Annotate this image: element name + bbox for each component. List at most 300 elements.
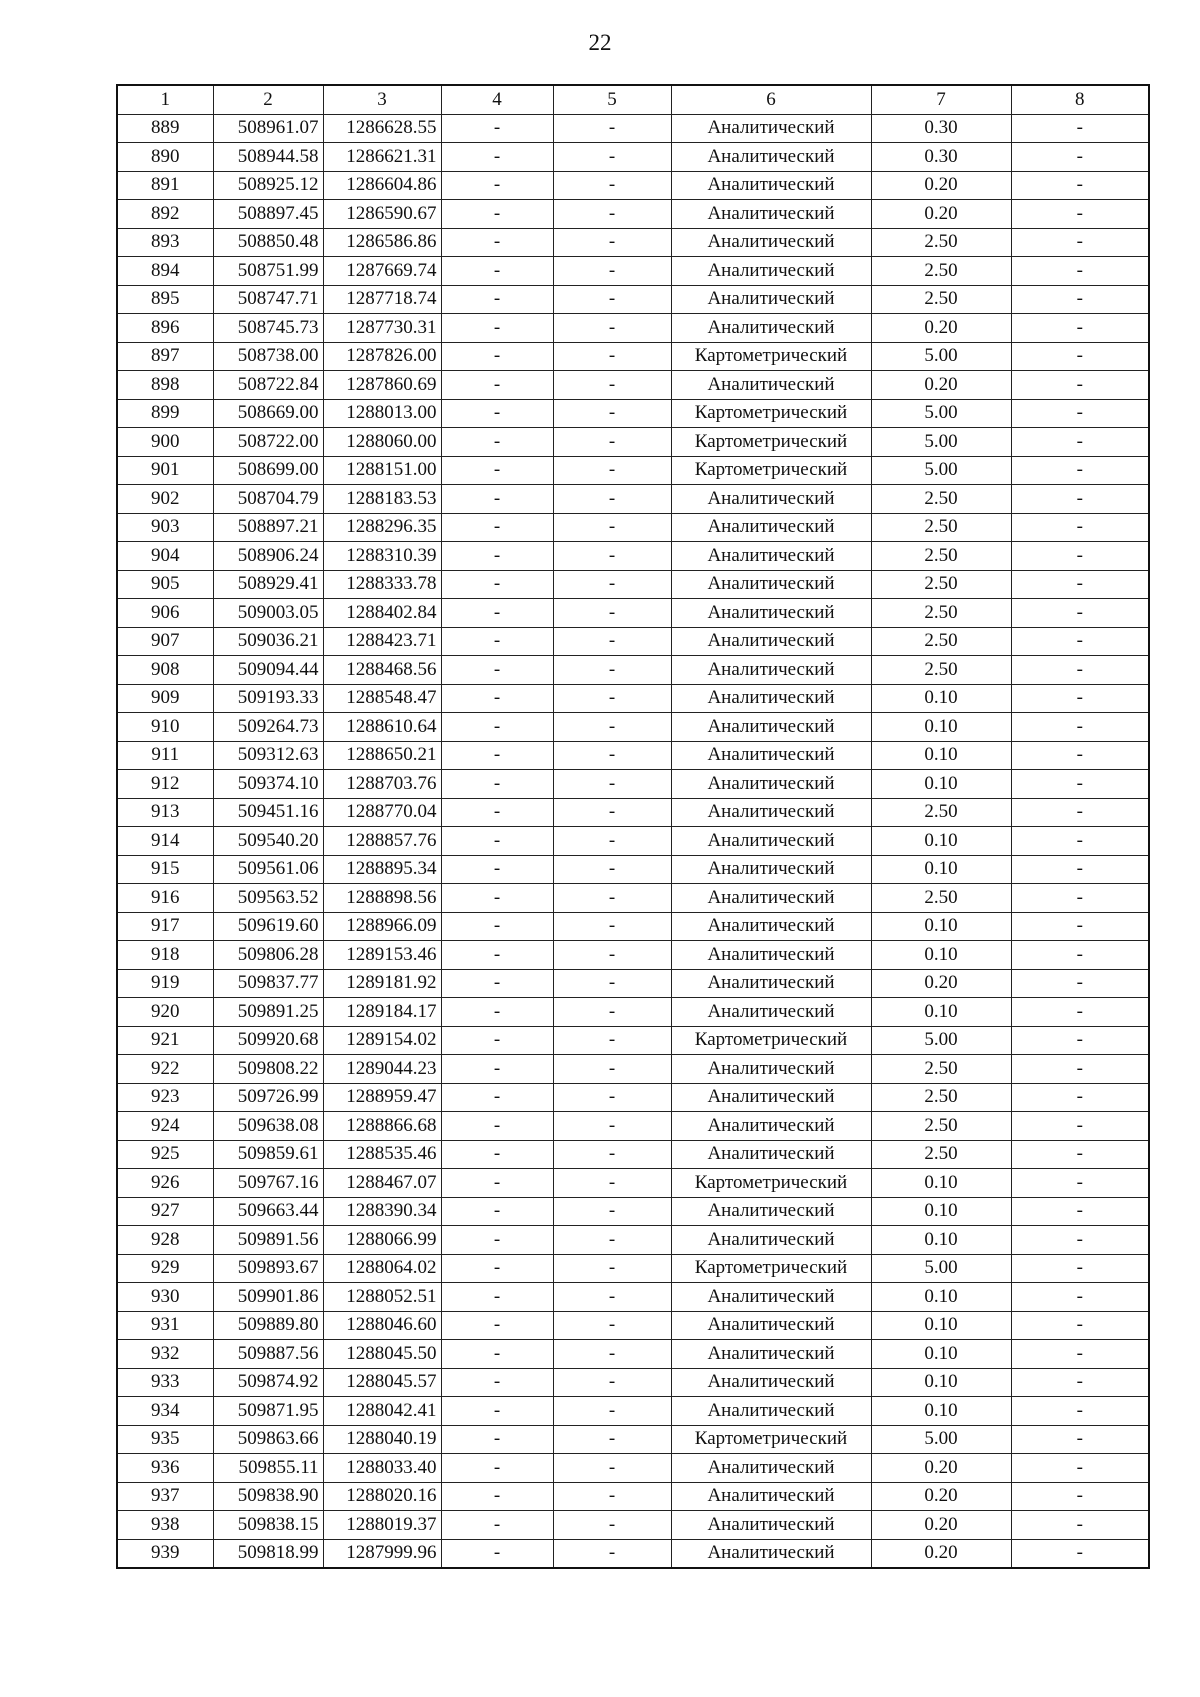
y-coordinate-cell: 1288468.56 <box>323 656 441 685</box>
method-cell: Аналитический <box>671 1055 871 1084</box>
x-coordinate-cell: 509264.73 <box>213 713 323 742</box>
table-row <box>117 713 1149 742</box>
point-number-cell: 919 <box>117 969 213 998</box>
y-coordinate-cell: 1289184.17 <box>323 998 441 1027</box>
y-coordinate-cell: 1288610.64 <box>323 713 441 742</box>
column-header: 2 <box>213 85 323 114</box>
table-row <box>117 1112 1149 1141</box>
table-row <box>117 1140 1149 1169</box>
col8-cell: - <box>1011 542 1149 571</box>
x-coordinate-cell: 509619.60 <box>213 912 323 941</box>
col4-cell: - <box>441 314 553 343</box>
col4-cell: - <box>441 371 553 400</box>
x-coordinate-cell: 509838.90 <box>213 1482 323 1511</box>
x-coordinate-cell: 508704.79 <box>213 485 323 514</box>
point-number-cell: 892 <box>117 200 213 229</box>
col4-cell: - <box>441 428 553 457</box>
col5-cell: - <box>553 627 671 656</box>
accuracy-cell: 5.00 <box>871 342 1011 371</box>
col4-cell: - <box>441 798 553 827</box>
table-row <box>117 485 1149 514</box>
col5-cell: - <box>553 1197 671 1226</box>
col4-cell: - <box>441 1311 553 1340</box>
method-cell: Аналитический <box>671 114 871 143</box>
col4-cell: - <box>441 228 553 257</box>
accuracy-cell: 2.50 <box>871 513 1011 542</box>
point-number-cell: 894 <box>117 257 213 286</box>
method-cell: Аналитический <box>671 1083 871 1112</box>
col8-cell: - <box>1011 228 1149 257</box>
method-cell: Картометрический <box>671 428 871 457</box>
table-row <box>117 1226 1149 1255</box>
col8-cell: - <box>1011 1397 1149 1426</box>
accuracy-cell: 0.20 <box>871 1454 1011 1483</box>
y-coordinate-cell: 1288052.51 <box>323 1283 441 1312</box>
accuracy-cell: 5.00 <box>871 428 1011 457</box>
column-header: 6 <box>671 85 871 114</box>
accuracy-cell: 2.50 <box>871 656 1011 685</box>
col5-cell: - <box>553 143 671 172</box>
y-coordinate-cell: 1288042.41 <box>323 1397 441 1426</box>
y-coordinate-cell: 1288898.56 <box>323 884 441 913</box>
x-coordinate-cell: 509540.20 <box>213 827 323 856</box>
x-coordinate-cell: 509663.44 <box>213 1197 323 1226</box>
col4-cell: - <box>441 456 553 485</box>
col5-cell: - <box>553 1226 671 1255</box>
table-row <box>117 228 1149 257</box>
col4-cell: - <box>441 399 553 428</box>
method-cell: Аналитический <box>671 1511 871 1540</box>
point-number-cell: 896 <box>117 314 213 343</box>
point-number-cell: 914 <box>117 827 213 856</box>
col8-cell: - <box>1011 200 1149 229</box>
point-number-cell: 909 <box>117 684 213 713</box>
col4-cell: - <box>441 855 553 884</box>
x-coordinate-cell: 509003.05 <box>213 599 323 628</box>
y-coordinate-cell: 1288013.00 <box>323 399 441 428</box>
method-cell: Аналитический <box>671 513 871 542</box>
table-row <box>117 428 1149 457</box>
method-cell: Аналитический <box>671 969 871 998</box>
accuracy-cell: 0.10 <box>871 1397 1011 1426</box>
accuracy-cell: 2.50 <box>871 884 1011 913</box>
col5-cell: - <box>553 371 671 400</box>
accuracy-cell: 2.50 <box>871 798 1011 827</box>
y-coordinate-cell: 1286628.55 <box>323 114 441 143</box>
accuracy-cell: 0.10 <box>871 684 1011 713</box>
point-number-cell: 932 <box>117 1340 213 1369</box>
table-row <box>117 513 1149 542</box>
y-coordinate-cell: 1286604.86 <box>323 171 441 200</box>
column-header: 7 <box>871 85 1011 114</box>
table-row <box>117 1539 1149 1568</box>
col5-cell: - <box>553 1026 671 1055</box>
col5-cell: - <box>553 542 671 571</box>
method-cell: Аналитический <box>671 1140 871 1169</box>
col8-cell: - <box>1011 1454 1149 1483</box>
col4-cell: - <box>441 998 553 1027</box>
y-coordinate-cell: 1288064.02 <box>323 1254 441 1283</box>
accuracy-cell: 0.10 <box>871 1197 1011 1226</box>
point-number-cell: 918 <box>117 941 213 970</box>
col8-cell: - <box>1011 1311 1149 1340</box>
col8-cell: - <box>1011 1539 1149 1568</box>
y-coordinate-cell: 1288045.50 <box>323 1340 441 1369</box>
col8-cell: - <box>1011 912 1149 941</box>
y-coordinate-cell: 1287730.31 <box>323 314 441 343</box>
column-header: 8 <box>1011 85 1149 114</box>
x-coordinate-cell: 508738.00 <box>213 342 323 371</box>
accuracy-cell: 0.10 <box>871 713 1011 742</box>
y-coordinate-cell: 1288966.09 <box>323 912 441 941</box>
accuracy-cell: 5.00 <box>871 1254 1011 1283</box>
accuracy-cell: 0.10 <box>871 998 1011 1027</box>
point-number-cell: 922 <box>117 1055 213 1084</box>
point-number-cell: 934 <box>117 1397 213 1426</box>
col4-cell: - <box>441 342 553 371</box>
col4-cell: - <box>441 1112 553 1141</box>
table-row <box>117 456 1149 485</box>
x-coordinate-cell: 509855.11 <box>213 1454 323 1483</box>
y-coordinate-cell: 1288020.16 <box>323 1482 441 1511</box>
col4-cell: - <box>441 1482 553 1511</box>
y-coordinate-cell: 1288060.00 <box>323 428 441 457</box>
method-cell: Аналитический <box>671 570 871 599</box>
point-number-cell: 891 <box>117 171 213 200</box>
table-row <box>117 1454 1149 1483</box>
col5-cell: - <box>553 855 671 884</box>
col5-cell: - <box>553 941 671 970</box>
col8-cell: - <box>1011 998 1149 1027</box>
accuracy-cell: 0.10 <box>871 741 1011 770</box>
col5-cell: - <box>553 770 671 799</box>
col8-cell: - <box>1011 314 1149 343</box>
table-row <box>117 285 1149 314</box>
point-number-cell: 937 <box>117 1482 213 1511</box>
method-cell: Аналитический <box>671 827 871 856</box>
x-coordinate-cell: 508906.24 <box>213 542 323 571</box>
col5-cell: - <box>553 1482 671 1511</box>
x-coordinate-cell: 508897.21 <box>213 513 323 542</box>
accuracy-cell: 2.50 <box>871 599 1011 628</box>
y-coordinate-cell: 1288402.84 <box>323 599 441 628</box>
col8-cell: - <box>1011 114 1149 143</box>
y-coordinate-cell: 1287718.74 <box>323 285 441 314</box>
point-number-cell: 923 <box>117 1083 213 1112</box>
table-row <box>117 912 1149 941</box>
x-coordinate-cell: 508745.73 <box>213 314 323 343</box>
accuracy-cell: 2.50 <box>871 285 1011 314</box>
table-row <box>117 1026 1149 1055</box>
col8-cell: - <box>1011 798 1149 827</box>
y-coordinate-cell: 1288703.76 <box>323 770 441 799</box>
y-coordinate-cell: 1288045.57 <box>323 1368 441 1397</box>
method-cell: Аналитический <box>671 1311 871 1340</box>
y-coordinate-cell: 1288183.53 <box>323 485 441 514</box>
col8-cell: - <box>1011 1511 1149 1540</box>
accuracy-cell: 0.10 <box>871 770 1011 799</box>
method-cell: Аналитический <box>671 798 871 827</box>
x-coordinate-cell: 508722.84 <box>213 371 323 400</box>
x-coordinate-cell: 509863.66 <box>213 1425 323 1454</box>
accuracy-cell: 0.10 <box>871 1311 1011 1340</box>
table-row <box>117 143 1149 172</box>
point-number-cell: 902 <box>117 485 213 514</box>
col8-cell: - <box>1011 741 1149 770</box>
col5-cell: - <box>553 599 671 628</box>
x-coordinate-cell: 508897.45 <box>213 200 323 229</box>
accuracy-cell: 2.50 <box>871 542 1011 571</box>
method-cell: Аналитический <box>671 1454 871 1483</box>
col4-cell: - <box>441 656 553 685</box>
method-cell: Аналитический <box>671 684 871 713</box>
method-cell: Аналитический <box>671 1482 871 1511</box>
accuracy-cell: 0.20 <box>871 969 1011 998</box>
accuracy-cell: 0.10 <box>871 827 1011 856</box>
table-row <box>117 798 1149 827</box>
col4-cell: - <box>441 884 553 913</box>
x-coordinate-cell: 509859.61 <box>213 1140 323 1169</box>
col4-cell: - <box>441 1511 553 1540</box>
col4-cell: - <box>441 542 553 571</box>
x-coordinate-cell: 508944.58 <box>213 143 323 172</box>
col4-cell: - <box>441 684 553 713</box>
method-cell: Аналитический <box>671 257 871 286</box>
col4-cell: - <box>441 1340 553 1369</box>
col4-cell: - <box>441 1397 553 1426</box>
col5-cell: - <box>553 969 671 998</box>
accuracy-cell: 0.10 <box>871 1169 1011 1198</box>
table-row <box>117 114 1149 143</box>
x-coordinate-cell: 508850.48 <box>213 228 323 257</box>
y-coordinate-cell: 1288423.71 <box>323 627 441 656</box>
x-coordinate-cell: 508699.00 <box>213 456 323 485</box>
accuracy-cell: 2.50 <box>871 1112 1011 1141</box>
point-number-cell: 925 <box>117 1140 213 1169</box>
table-header-row <box>117 85 1149 114</box>
point-number-cell: 911 <box>117 741 213 770</box>
x-coordinate-cell: 509767.16 <box>213 1169 323 1198</box>
point-number-cell: 903 <box>117 513 213 542</box>
col5-cell: - <box>553 513 671 542</box>
y-coordinate-cell: 1288390.34 <box>323 1197 441 1226</box>
col5-cell: - <box>553 1283 671 1312</box>
col5-cell: - <box>553 257 671 286</box>
table-row <box>117 741 1149 770</box>
column-header: 3 <box>323 85 441 114</box>
table-row <box>117 1083 1149 1112</box>
accuracy-cell: 0.30 <box>871 143 1011 172</box>
table-row <box>117 570 1149 599</box>
point-number-cell: 908 <box>117 656 213 685</box>
col4-cell: - <box>441 1226 553 1255</box>
y-coordinate-cell: 1288548.47 <box>323 684 441 713</box>
col5-cell: - <box>553 656 671 685</box>
x-coordinate-cell: 509451.16 <box>213 798 323 827</box>
col8-cell: - <box>1011 1083 1149 1112</box>
method-cell: Аналитический <box>671 855 871 884</box>
col8-cell: - <box>1011 1368 1149 1397</box>
point-number-cell: 907 <box>117 627 213 656</box>
col5-cell: - <box>553 171 671 200</box>
col8-cell: - <box>1011 1340 1149 1369</box>
y-coordinate-cell: 1288066.99 <box>323 1226 441 1255</box>
point-number-cell: 897 <box>117 342 213 371</box>
col4-cell: - <box>441 513 553 542</box>
x-coordinate-cell: 509726.99 <box>213 1083 323 1112</box>
point-number-cell: 893 <box>117 228 213 257</box>
col8-cell: - <box>1011 171 1149 200</box>
y-coordinate-cell: 1288467.07 <box>323 1169 441 1198</box>
col4-cell: - <box>441 1197 553 1226</box>
accuracy-cell: 0.10 <box>871 1226 1011 1255</box>
method-cell: Аналитический <box>671 143 871 172</box>
x-coordinate-cell: 509193.33 <box>213 684 323 713</box>
col4-cell: - <box>441 627 553 656</box>
point-number-cell: 931 <box>117 1311 213 1340</box>
accuracy-cell: 2.50 <box>871 570 1011 599</box>
accuracy-cell: 5.00 <box>871 399 1011 428</box>
col8-cell: - <box>1011 1197 1149 1226</box>
col5-cell: - <box>553 1340 671 1369</box>
x-coordinate-cell: 509638.08 <box>213 1112 323 1141</box>
y-coordinate-cell: 1288033.40 <box>323 1454 441 1483</box>
col5-cell: - <box>553 1539 671 1568</box>
col8-cell: - <box>1011 599 1149 628</box>
table-row <box>117 1368 1149 1397</box>
point-number-cell: 938 <box>117 1511 213 1540</box>
table-row <box>117 1254 1149 1283</box>
point-number-cell: 920 <box>117 998 213 1027</box>
col4-cell: - <box>441 827 553 856</box>
col8-cell: - <box>1011 1283 1149 1312</box>
method-cell: Картометрический <box>671 342 871 371</box>
col4-cell: - <box>441 200 553 229</box>
col8-cell: - <box>1011 1254 1149 1283</box>
table-row <box>117 684 1149 713</box>
y-coordinate-cell: 1289181.92 <box>323 969 441 998</box>
method-cell: Аналитический <box>671 627 871 656</box>
x-coordinate-cell: 509036.21 <box>213 627 323 656</box>
col8-cell: - <box>1011 684 1149 713</box>
accuracy-cell: 0.10 <box>871 855 1011 884</box>
point-number-cell: 933 <box>117 1368 213 1397</box>
x-coordinate-cell: 509891.25 <box>213 998 323 1027</box>
table-row <box>117 257 1149 286</box>
method-cell: Аналитический <box>671 599 871 628</box>
col4-cell: - <box>441 114 553 143</box>
y-coordinate-cell: 1287826.00 <box>323 342 441 371</box>
point-number-cell: 936 <box>117 1454 213 1483</box>
table-row <box>117 1340 1149 1369</box>
point-number-cell: 930 <box>117 1283 213 1312</box>
method-cell: Аналитический <box>671 1112 871 1141</box>
col8-cell: - <box>1011 656 1149 685</box>
table-row <box>117 342 1149 371</box>
method-cell: Аналитический <box>671 713 871 742</box>
y-coordinate-cell: 1288296.35 <box>323 513 441 542</box>
accuracy-cell: 2.50 <box>871 257 1011 286</box>
table-row <box>117 200 1149 229</box>
col8-cell: - <box>1011 1112 1149 1141</box>
col5-cell: - <box>553 456 671 485</box>
x-coordinate-cell: 509374.10 <box>213 770 323 799</box>
point-number-cell: 906 <box>117 599 213 628</box>
y-coordinate-cell: 1287999.96 <box>323 1539 441 1568</box>
point-number-cell: 939 <box>117 1539 213 1568</box>
x-coordinate-cell: 508929.41 <box>213 570 323 599</box>
accuracy-cell: 0.20 <box>871 1511 1011 1540</box>
y-coordinate-cell: 1289153.46 <box>323 941 441 970</box>
x-coordinate-cell: 509806.28 <box>213 941 323 970</box>
col5-cell: - <box>553 1254 671 1283</box>
method-cell: Картометрический <box>671 399 871 428</box>
accuracy-cell: 0.20 <box>871 1539 1011 1568</box>
x-coordinate-cell: 508669.00 <box>213 399 323 428</box>
col4-cell: - <box>441 713 553 742</box>
accuracy-cell: 2.50 <box>871 1140 1011 1169</box>
col4-cell: - <box>441 941 553 970</box>
x-coordinate-cell: 508722.00 <box>213 428 323 457</box>
point-number-cell: 910 <box>117 713 213 742</box>
col5-cell: - <box>553 1311 671 1340</box>
method-cell: Аналитический <box>671 485 871 514</box>
col5-cell: - <box>553 912 671 941</box>
y-coordinate-cell: 1289154.02 <box>323 1026 441 1055</box>
method-cell: Аналитический <box>671 1397 871 1426</box>
accuracy-cell: 0.20 <box>871 200 1011 229</box>
col8-cell: - <box>1011 570 1149 599</box>
table-row <box>117 171 1149 200</box>
point-number-cell: 921 <box>117 1026 213 1055</box>
col4-cell: - <box>441 285 553 314</box>
method-cell: Аналитический <box>671 656 871 685</box>
col4-cell: - <box>441 1368 553 1397</box>
x-coordinate-cell: 509561.06 <box>213 855 323 884</box>
point-number-cell: 901 <box>117 456 213 485</box>
col8-cell: - <box>1011 855 1149 884</box>
x-coordinate-cell: 509871.95 <box>213 1397 323 1426</box>
col5-cell: - <box>553 998 671 1027</box>
col4-cell: - <box>441 1454 553 1483</box>
y-coordinate-cell: 1288019.37 <box>323 1511 441 1540</box>
point-number-cell: 926 <box>117 1169 213 1198</box>
method-cell: Картометрический <box>671 1026 871 1055</box>
point-number-cell: 929 <box>117 1254 213 1283</box>
col8-cell: - <box>1011 485 1149 514</box>
x-coordinate-cell: 509874.92 <box>213 1368 323 1397</box>
y-coordinate-cell: 1288857.76 <box>323 827 441 856</box>
col8-cell: - <box>1011 428 1149 457</box>
table-row <box>117 1482 1149 1511</box>
table-row <box>117 1511 1149 1540</box>
method-cell: Аналитический <box>671 200 871 229</box>
col5-cell: - <box>553 428 671 457</box>
col8-cell: - <box>1011 969 1149 998</box>
x-coordinate-cell: 509889.80 <box>213 1311 323 1340</box>
y-coordinate-cell: 1289044.23 <box>323 1055 441 1084</box>
col4-cell: - <box>441 171 553 200</box>
x-coordinate-cell: 509838.15 <box>213 1511 323 1540</box>
col5-cell: - <box>553 1083 671 1112</box>
col8-cell: - <box>1011 399 1149 428</box>
col4-cell: - <box>441 1169 553 1198</box>
table-row <box>117 1197 1149 1226</box>
x-coordinate-cell: 509920.68 <box>213 1026 323 1055</box>
accuracy-cell: 0.10 <box>871 912 1011 941</box>
table-row <box>117 399 1149 428</box>
accuracy-cell: 2.50 <box>871 1083 1011 1112</box>
